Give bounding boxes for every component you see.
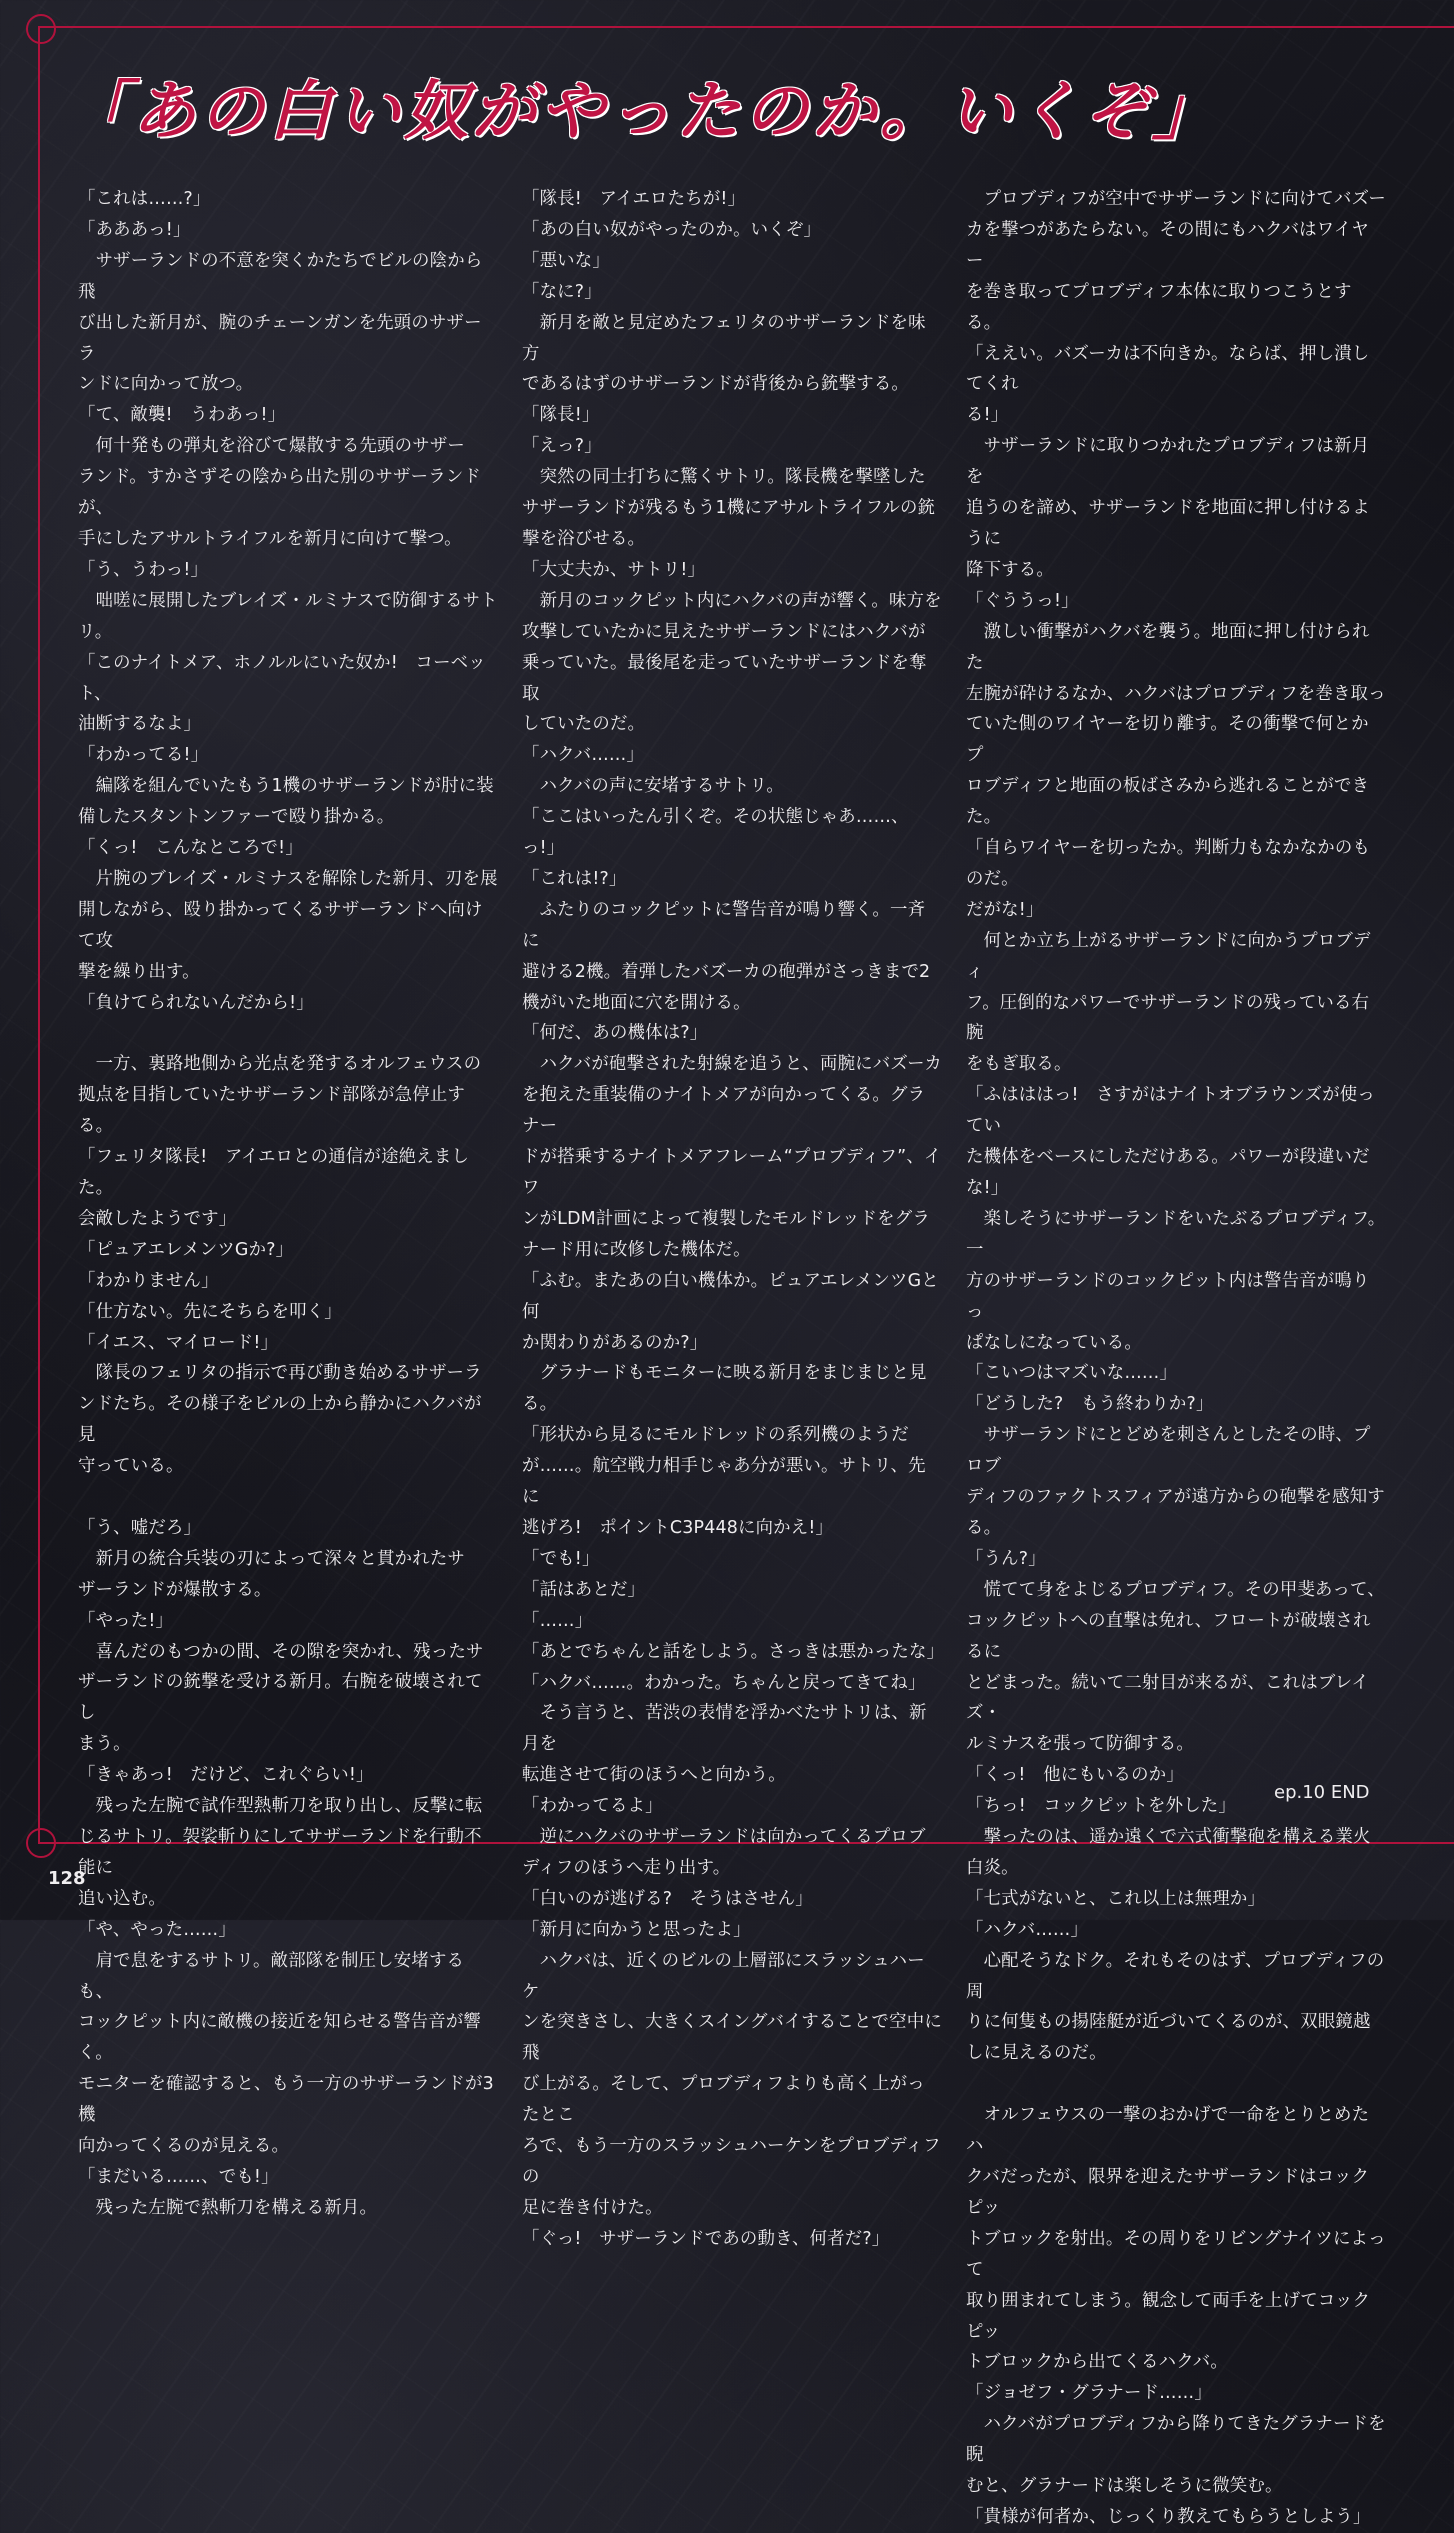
text-line: 「ハクバ……。わかった。ちゃんと戻ってきてね」 <box>522 1672 926 1693</box>
text-line: とどまった。続いて二射目が来るが、これはブレイズ・ <box>966 1672 1370 1724</box>
text-column-1 <box>78 184 498 2224</box>
text-line <box>78 1018 498 1049</box>
text-line: 楽しそうにサザーランドをいたぶるプロブディフ。一 <box>966 1208 1386 1260</box>
text-line: 「ぐううっ!」 <box>966 590 1079 611</box>
text-line: まう。 <box>78 1734 131 1755</box>
text-line: 「ふはははっ! さすがはナイトオブラウンズが使ってい <box>966 1085 1375 1137</box>
text-line: 「負けてられないんだから!」 <box>78 992 314 1013</box>
text-line: 撃を繰り出す。 <box>78 961 200 982</box>
text-line: 「ピュアエレメンツGか?」 <box>78 1239 294 1260</box>
text-line: び上がる。そして、プロブディフよりも高く上がったとこ <box>522 2074 925 2126</box>
text-line: 編隊を組んでいたもう1機のサザーランドが肘に装 <box>78 776 494 797</box>
text-line: 「えっ?」 <box>522 436 602 457</box>
page-title: 「あの白い奴がやったのか。いくぞ」 <box>64 74 1220 149</box>
text-line: 突然の同士打ちに驚くサトリ。隊長機を撃墜した <box>522 467 926 488</box>
text-line: 攻撃していたかに見えたサザーランドにはハクバが <box>522 621 926 642</box>
text-line: 「このナイトメア、ホノルルにいた奴か! コーベット、 <box>78 652 486 704</box>
text-line: ぱなしになっている。 <box>966 1332 1142 1353</box>
text-line: 撃ったのは、遥か遠くで六式衝撃砲を構える業火 <box>966 1827 1371 1848</box>
text-line: ドが搭乗するナイトメアフレーム“プロブディフ”、イワ <box>522 1147 942 1198</box>
text-line: 逃げろ! ポイントC3P448に向かえ!」 <box>522 1517 834 1538</box>
text-column-2 <box>522 184 945 2255</box>
text-line: 追うのを諦め、サザーランドを地面に押し付けるように <box>966 498 1370 549</box>
text-line: 「悪いな」 <box>522 250 610 271</box>
text-line: ハクバは、近くのビルの上層部にスラッシュハーケ <box>522 1950 925 2002</box>
text-line: 「ハクバ……」 <box>966 1919 1089 1940</box>
text-line: 「やった!」 <box>78 1610 174 1631</box>
text-line: ナード用に改修した機体だ。 <box>522 1239 751 1260</box>
text-line: 「形状から見るにモルドレッドの系列機のようだ <box>522 1425 909 1446</box>
text-line: トブロックから出てくるハクバ。 <box>966 2352 1228 2373</box>
text-line: ふたりのコックピットに警告音が鳴り響く。一斉に <box>522 899 926 951</box>
text-line: ランド。すかさずその陰から出た別のサザーランドが、 <box>78 467 482 519</box>
text-line: をもぎ取る。 <box>966 1054 1072 1075</box>
text-line: 取り囲まれてしまう。観念して両手を上げてコックピッ <box>966 2290 1371 2342</box>
text-line: 新月を敵と見定めたフェリタのサザーランドを味方 <box>522 312 926 364</box>
text-line: 「ええい。バズーカは不向きか。ならば、押し潰してくれ <box>966 343 1370 395</box>
text-line: 追い込む。 <box>78 1888 166 1909</box>
text-line: しに見えるのだ。 <box>966 2043 1107 2064</box>
text-line: 向かってくるのが見える。 <box>78 2136 290 2157</box>
text-line: 「ここはいったん引くぞ。その状態じゃあ……、っ!」 <box>522 807 909 859</box>
text-line: ンドたち。その様子をビルの上から静かにハクバが見 <box>78 1394 482 1446</box>
text-line: プロブディフが空中でサザーランドに向けてバズー <box>966 189 1386 209</box>
text-line: 転進させて街のほうへと向かう。 <box>522 1765 786 1786</box>
text-line: ロブディフと地面の板ばさみから逃れることができた。 <box>966 776 1370 828</box>
page-number: 128 <box>48 1868 86 1889</box>
text-line: ハクバが砲撃された射線を追うと、両腕にバズーカ <box>522 1054 942 1075</box>
text-line: 「これは……?」 <box>78 189 211 209</box>
text-line: 「隊長!」 <box>522 405 600 426</box>
text-line: 何とか立ち上がるサザーランドに向かうプロブディ <box>966 930 1371 982</box>
text-line: ザーランドが爆散する。 <box>78 1579 272 1600</box>
text-line: 「ちっ! コックピットを外した」 <box>966 1796 1236 1817</box>
text-line: 「大丈夫か、サトリ!」 <box>522 559 706 580</box>
text-line: ろで、もう一方のスラッシュハーケンをプロブディフの <box>522 2136 941 2187</box>
text-line: 白炎。 <box>966 1857 1019 1878</box>
text-line: ンがLDM計画によって複製したモルドレッドをグラ <box>522 1208 930 1229</box>
text-line: 喜んだのもつかの間、その隙を突かれ、残ったサ <box>78 1641 484 1662</box>
text-line: グラナードもモニターに映る新月をまじまじと見る。 <box>522 1363 927 1415</box>
text-line: 「白いのが逃げる? そうはさせん」 <box>522 1888 813 1909</box>
text-line: 「でも!」 <box>522 1548 600 1569</box>
text-line: 「自らワイヤーを切ったか。判断力もなかなかのものだ。 <box>966 838 1371 889</box>
text-line: モニターを確認すると、もう一方のサザーランドが3機 <box>78 2074 494 2126</box>
text-line: そう言うと、苦渋の表情を浮かべたサトリは、新月を <box>522 1703 927 1755</box>
text-line: 心配そうなドク。それもそのはず、プロブディフの周 <box>966 1950 1385 2002</box>
end-mark: ep.10 END <box>1274 1782 1370 1803</box>
text-line: が……。航空戦力相手じゃあ分が悪い。サトリ、先に <box>522 1456 926 1508</box>
text-line: た機体をベースにしただけある。パワーが段違いだな!」 <box>966 1147 1370 1198</box>
text-line: 「きゃあっ! だけど、これぐらい!」 <box>78 1765 374 1786</box>
text-line: 片腕のブレイズ・ルミナスを解除した新月、刃を展 <box>78 868 498 889</box>
text-line: りに何隻もの揚陸艇が近づいてくるのが、双眼鏡越 <box>966 2012 1371 2033</box>
text-line <box>966 2069 1386 2100</box>
text-line: であるはずのサザーランドが背後から銃撃する。 <box>522 374 909 395</box>
text-line: 「仕方ない。先にそちらを叩く」 <box>78 1301 342 1322</box>
text-line: る。 <box>966 1517 1002 1538</box>
text-line: じるサトリ。袈裟斬りにしてサザーランドを行動不能に <box>78 1827 482 1878</box>
text-line: 咄嗟に展開したブレイズ・ルミナスで防御するサト <box>78 590 498 611</box>
text-line: 「う、うわっ!」 <box>78 559 209 580</box>
text-line: 機がいた地面に穴を開ける。 <box>522 992 751 1013</box>
text-line: フ。圧倒的なパワーでサザーランドの残っている右腕 <box>966 992 1370 1044</box>
text-line: る!」 <box>966 405 1009 426</box>
text-line: 会敵したようです」 <box>78 1208 237 1229</box>
text-line: 肩で息をするサトリ。敵部隊を制圧し安堵するも、 <box>78 1950 465 2002</box>
text-line: サザーランドの不意を突くかたちでビルの陰から飛 <box>78 250 483 302</box>
text-line: ハクバがプロブディフから降りてきたグラナードを睨 <box>966 2414 1386 2466</box>
text-line: 「ぐっ! サザーランドであの動き、何者だ?」 <box>522 2228 890 2249</box>
text-line: 「話はあとだ」 <box>522 1579 646 1600</box>
text-line: 「や、やった……」 <box>78 1919 236 1940</box>
text-line: サザーランドにとどめを刺さんとしたその時、プロブ <box>966 1425 1371 1477</box>
text-line: 守っている。 <box>78 1456 184 1477</box>
text-line: 「あああっ!」 <box>78 219 191 240</box>
text-line: 「貴様が何者か、じっくり教えてもらうとしよう」 <box>966 2506 1371 2527</box>
text-line: ンドに向かって放つ。 <box>78 374 254 395</box>
text-line: ハクバの声に安堵するサトリ。 <box>522 776 784 797</box>
text-line: 残った左腕で熱斬刀を構える新月。 <box>78 2197 378 2218</box>
text-line: 「て、敵襲! うわあっ!」 <box>78 405 286 426</box>
text-line: 「何だ、あの機体は?」 <box>522 1023 708 1044</box>
text-line: 新月のコックピット内にハクバの声が響く。味方を <box>522 590 942 611</box>
text-line: 残った左腕で試作型熱斬刀を取り出し、反撃に転 <box>78 1796 483 1817</box>
text-line: 逆にハクバのサザーランドは向かってくるプロブ <box>522 1827 926 1848</box>
text-line: 「わかりません」 <box>78 1270 219 1291</box>
text-line: 左腕が砕けるなか、ハクバはプロブディフを巻き取っ <box>966 683 1386 704</box>
text-line: 「これは!?」 <box>522 868 627 889</box>
text-line: 「フェリタ隊長! アイエロとの通信が途絶えました。 <box>78 1147 470 1198</box>
text-line: 「まだいる……、でも!」 <box>78 2166 279 2187</box>
text-line: 「ふむ。またあの白い機体か。ピュアエレメンツGと何 <box>522 1270 939 1322</box>
text-line: 拠点を目指していたサザーランド部隊が急停止する。 <box>78 1085 465 1137</box>
text-line: を巻き取ってプロブディフ本体に取りつこうとする。 <box>966 281 1352 333</box>
text-line: 「あとでちゃんと話をしよう。さっきは悪かったな」 <box>522 1641 945 1662</box>
text-line <box>78 1482 498 1513</box>
text-line: 「イエス、マイロード!」 <box>78 1332 279 1353</box>
text-line: 「ハクバ……」 <box>522 745 645 766</box>
text-line: ルミナスを張って防御する。 <box>966 1734 1194 1755</box>
frame-ornament-bottom <box>26 1828 56 1858</box>
text-line: ディフのファクトスフィアが遠方からの砲撃を感知す <box>966 1487 1385 1508</box>
text-line: ンを突きさし、大きくスイングバイすることで空中に飛 <box>522 2012 942 2064</box>
text-line: サザーランドが残るもう1機にアサルトライフルの銃 <box>522 498 936 519</box>
text-line: コックピットへの直撃は免れ、フロートが破壊されるに <box>966 1610 1371 1662</box>
frame-ornament-top <box>26 14 56 44</box>
text-line: 隊長のフェリタの指示で再び動き始めるサザーラ <box>78 1363 482 1384</box>
text-line: 「隊長! アイエロたちが!」 <box>522 189 746 209</box>
text-line: ディフのほうへ走り出す。 <box>522 1857 731 1878</box>
text-line: 「くっ! こんなところで!」 <box>78 838 303 859</box>
text-line: を抱えた重装備のナイトメアが向かってくる。グラナー <box>522 1085 926 1137</box>
text-line: 「新月に向かうと思ったよ」 <box>522 1919 751 1940</box>
text-line: 降下する。 <box>966 559 1054 580</box>
text-line: 「なに?」 <box>522 281 602 302</box>
text-line: か関わりがあるのか?」 <box>522 1332 708 1353</box>
text-line: 備したスタントンファーで殴り掛かる。 <box>78 807 395 828</box>
text-line: 「七式がないと、これ以上は無理か」 <box>966 1888 1266 1909</box>
text-line: 乗っていた。最後尾を走っていたサザーランドを奪取 <box>522 652 927 704</box>
text-column-3 <box>966 184 1386 2533</box>
text-line: 方のサザーランドのコックピット内は警告音が鳴りっ <box>966 1270 1370 1322</box>
text-line: 「こいつはマズいな……」 <box>966 1363 1178 1384</box>
text-line: むと、グラナードは楽しそうに微笑む。 <box>966 2476 1283 2497</box>
text-line: 「わかってる!」 <box>78 745 209 766</box>
text-line: 「ジョゼフ・グラナード……」 <box>966 2383 1212 2404</box>
text-line: 「うん?」 <box>966 1548 1046 1569</box>
text-line: クバだったが、限界を迎えたサザーランドはコックピッ <box>966 2166 1370 2218</box>
text-line: だがな!」 <box>966 899 1044 920</box>
text-line: 手にしたアサルトライフルを新月に向けて撃つ。 <box>78 528 462 549</box>
text-line: 「あの白い奴がやったのか。いくぞ」 <box>522 219 822 240</box>
text-line: オルフェウスの一撃のおかげで一命をとりとめたハ <box>966 2105 1370 2157</box>
text-line: 「……」 <box>522 1610 593 1631</box>
text-line: 激しい衝撃がハクバを襲う。地面に押し付けられた <box>966 621 1370 673</box>
text-line: コックピット内に敵機の接近を知らせる警告音が響く。 <box>78 2012 482 2064</box>
text-line: リ。 <box>78 621 113 642</box>
text-line: 足に巻き付けた。 <box>522 2197 663 2218</box>
text-line: 「くっ! 他にもいるのか」 <box>966 1765 1184 1786</box>
text-line: カを撃つがあたらない。その間にもハクバはワイヤー <box>966 219 1370 271</box>
text-line: 「わかってるよ」 <box>522 1796 663 1817</box>
text-line: 何十発もの弾丸を浴びて爆散する先頭のサザー <box>78 436 465 457</box>
text-line: 「う、嘘だろ」 <box>78 1517 202 1538</box>
text-line: ザーランドの銃撃を受ける新月。右腕を破壊されてし <box>78 1672 483 1724</box>
text-line: 一方、裏路地側から光点を発するオルフェウスの <box>78 1054 482 1075</box>
text-line: 「どうした? もう終わりか?」 <box>966 1394 1214 1415</box>
text-line: 慌てて身をよじるプロブディフ。その甲斐あって、 <box>966 1579 1385 1600</box>
text-line: 避ける2機。着弾したバズーカの砲弾がさっきまで2 <box>522 961 931 982</box>
text-line: トブロックを射出。その周りをリビングナイツによって <box>966 2228 1386 2280</box>
text-line: び出した新月が、腕のチェーンガンを先頭のサザーラ <box>78 312 482 364</box>
text-line: 撃を浴びせる。 <box>522 528 646 549</box>
text-line: ていた側のワイヤーを切り離す。その衝撃で何とかプ <box>966 714 1369 766</box>
text-line: サザーランドに取りつかれたプロブディフは新月を <box>966 436 1370 488</box>
text-line: していたのだ。 <box>522 714 646 735</box>
text-line: 開しながら、殴り掛かってくるサザーランドへ向けて攻 <box>78 899 483 951</box>
text-line: 油断するなよ」 <box>78 714 202 735</box>
text-line: 新月の統合兵装の刃によって深々と貫かれたサ <box>78 1548 465 1569</box>
